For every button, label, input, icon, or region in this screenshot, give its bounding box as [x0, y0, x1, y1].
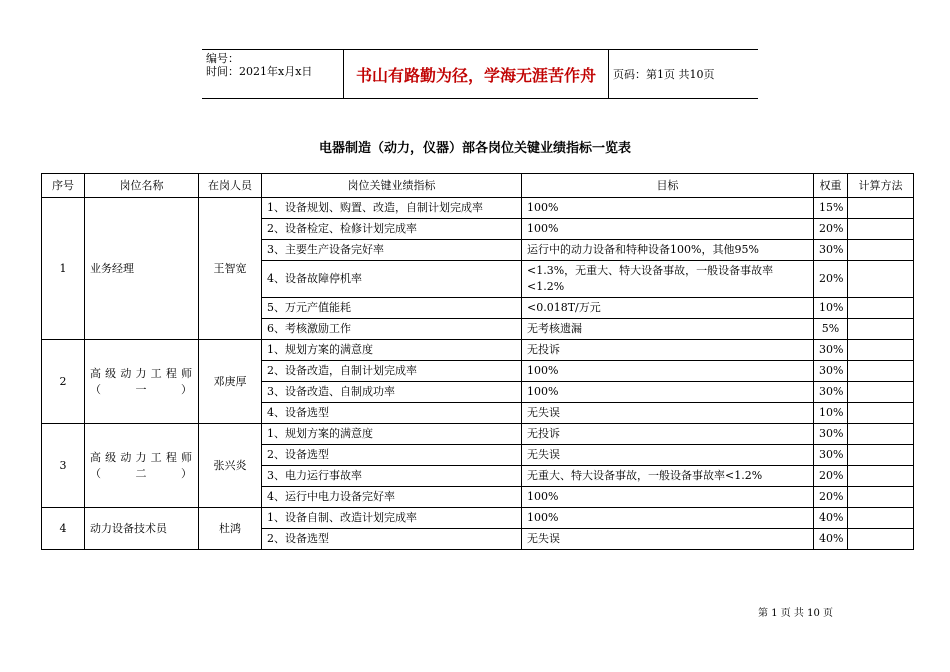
- target-cell: 100%: [522, 219, 814, 240]
- method-cell: [848, 240, 914, 261]
- kpi-table: [41, 173, 914, 550]
- table-row: [42, 424, 914, 445]
- col-header-position: 岗位名称: [85, 174, 199, 198]
- row-number: 1: [42, 198, 85, 340]
- weight-cell: 40%: [814, 508, 848, 529]
- person-name: 杜鸿: [199, 508, 262, 550]
- target-cell: 无考核遗漏: [522, 319, 814, 340]
- number-label: 编号：: [206, 52, 239, 65]
- kpi-cell: 5、万元产值能耗: [262, 298, 522, 319]
- weight-cell: 30%: [814, 361, 848, 382]
- method-cell: [848, 445, 914, 466]
- target-cell: 无投诉: [522, 424, 814, 445]
- table-row: [42, 340, 914, 361]
- table-header-row: [42, 174, 914, 198]
- weight-cell: 20%: [814, 487, 848, 508]
- target-cell: 运行中的动力设备和特种设备100%，其他95%: [522, 240, 814, 261]
- target-cell: 无重大、特大设备事故，一般设备事故率<1.2%: [522, 466, 814, 487]
- weight-cell: 10%: [814, 403, 848, 424]
- method-cell: [848, 340, 914, 361]
- target-cell: 无失误: [522, 403, 814, 424]
- document-header: [202, 49, 758, 99]
- target-cell: 100%: [522, 508, 814, 529]
- method-cell: [848, 319, 914, 340]
- person-name: 王智宽: [199, 198, 262, 340]
- kpi-cell: 2、设备改造，自制计划完成率: [262, 361, 522, 382]
- col-header-kpi: 岗位关键业绩指标: [262, 174, 522, 198]
- kpi-cell: 3、电力运行事故率: [262, 466, 522, 487]
- kpi-cell: 1、设备自制、改造计划完成率: [262, 508, 522, 529]
- kpi-cell: 2、设备选型: [262, 529, 522, 550]
- row-number: 4: [42, 508, 85, 550]
- weight-cell: 10%: [814, 298, 848, 319]
- person-name: 邓庚厚: [199, 340, 262, 424]
- method-cell: [848, 198, 914, 219]
- method-cell: [848, 261, 914, 298]
- target-cell: 100%: [522, 361, 814, 382]
- kpi-cell: 4、设备故障停机率: [262, 261, 522, 298]
- method-cell: [848, 424, 914, 445]
- target-cell: 无失误: [522, 529, 814, 550]
- weight-cell: 5%: [814, 319, 848, 340]
- target-cell: 无投诉: [522, 340, 814, 361]
- position-name: 动力设备技术员: [85, 508, 199, 550]
- method-cell: [848, 466, 914, 487]
- page-footer: 第 1 页 共 10 页: [758, 608, 833, 619]
- kpi-cell: 1、规划方案的满意度: [262, 340, 522, 361]
- weight-cell: 20%: [814, 219, 848, 240]
- page-info: 页码：第1页 共10页: [613, 68, 715, 81]
- kpi-cell: 4、设备选型: [262, 403, 522, 424]
- kpi-cell: 1、规划方案的满意度: [262, 424, 522, 445]
- time-label: 时间：2021年x月x日: [206, 65, 313, 78]
- table-row: [42, 508, 914, 529]
- target-cell: 无失误: [522, 445, 814, 466]
- weight-cell: 20%: [814, 261, 848, 298]
- col-header-target: 目标: [522, 174, 814, 198]
- kpi-cell: 2、设备选型: [262, 445, 522, 466]
- target-cell: <1.3%，无重大、特大设备事故，一般设备事故率<1.2%: [522, 261, 814, 298]
- target-cell: 100%: [522, 198, 814, 219]
- target-cell: 100%: [522, 382, 814, 403]
- kpi-cell: 3、主要生产设备完好率: [262, 240, 522, 261]
- method-cell: [848, 298, 914, 319]
- col-header-no: 序号: [42, 174, 85, 198]
- kpi-cell: 3、设备改造、自制成功率: [262, 382, 522, 403]
- method-cell: [848, 219, 914, 240]
- method-cell: [848, 361, 914, 382]
- header-meta: [202, 50, 344, 98]
- method-cell: [848, 508, 914, 529]
- method-cell: [848, 487, 914, 508]
- table-row: [42, 198, 914, 219]
- method-cell: [848, 529, 914, 550]
- motto: 书山有路勤为径，学海无涯苦作舟: [344, 50, 609, 98]
- kpi-cell: 1、设备规划、购置、改造，自制计划完成率: [262, 198, 522, 219]
- method-cell: [848, 382, 914, 403]
- weight-cell: 30%: [814, 424, 848, 445]
- target-cell: 100%: [522, 487, 814, 508]
- weight-cell: 30%: [814, 340, 848, 361]
- person-name: 张兴炎: [199, 424, 262, 508]
- target-cell: <0.018T/万元: [522, 298, 814, 319]
- weight-cell: 40%: [814, 529, 848, 550]
- table-body: [42, 198, 914, 550]
- weight-cell: 30%: [814, 445, 848, 466]
- position-name: 业务经理: [85, 198, 199, 340]
- position-name: 高级动力工程师（一）: [85, 340, 199, 424]
- kpi-cell: 6、考核激励工作: [262, 319, 522, 340]
- row-number: 2: [42, 340, 85, 424]
- col-header-method: 计算方法: [848, 174, 914, 198]
- weight-cell: 30%: [814, 382, 848, 403]
- col-header-weight: 权重: [814, 174, 848, 198]
- kpi-cell: 4、运行中电力设备完好率: [262, 487, 522, 508]
- weight-cell: 15%: [814, 198, 848, 219]
- method-cell: [848, 403, 914, 424]
- weight-cell: 20%: [814, 466, 848, 487]
- position-name: 高级动力工程师（二）: [85, 424, 199, 508]
- kpi-cell: 2、设备检定、检修计划完成率: [262, 219, 522, 240]
- weight-cell: 30%: [814, 240, 848, 261]
- col-header-person: 在岗人员: [199, 174, 262, 198]
- doc-title: 电器制造（动力，仪器）部各岗位关键业绩指标一览表: [318, 141, 631, 156]
- row-number: 3: [42, 424, 85, 508]
